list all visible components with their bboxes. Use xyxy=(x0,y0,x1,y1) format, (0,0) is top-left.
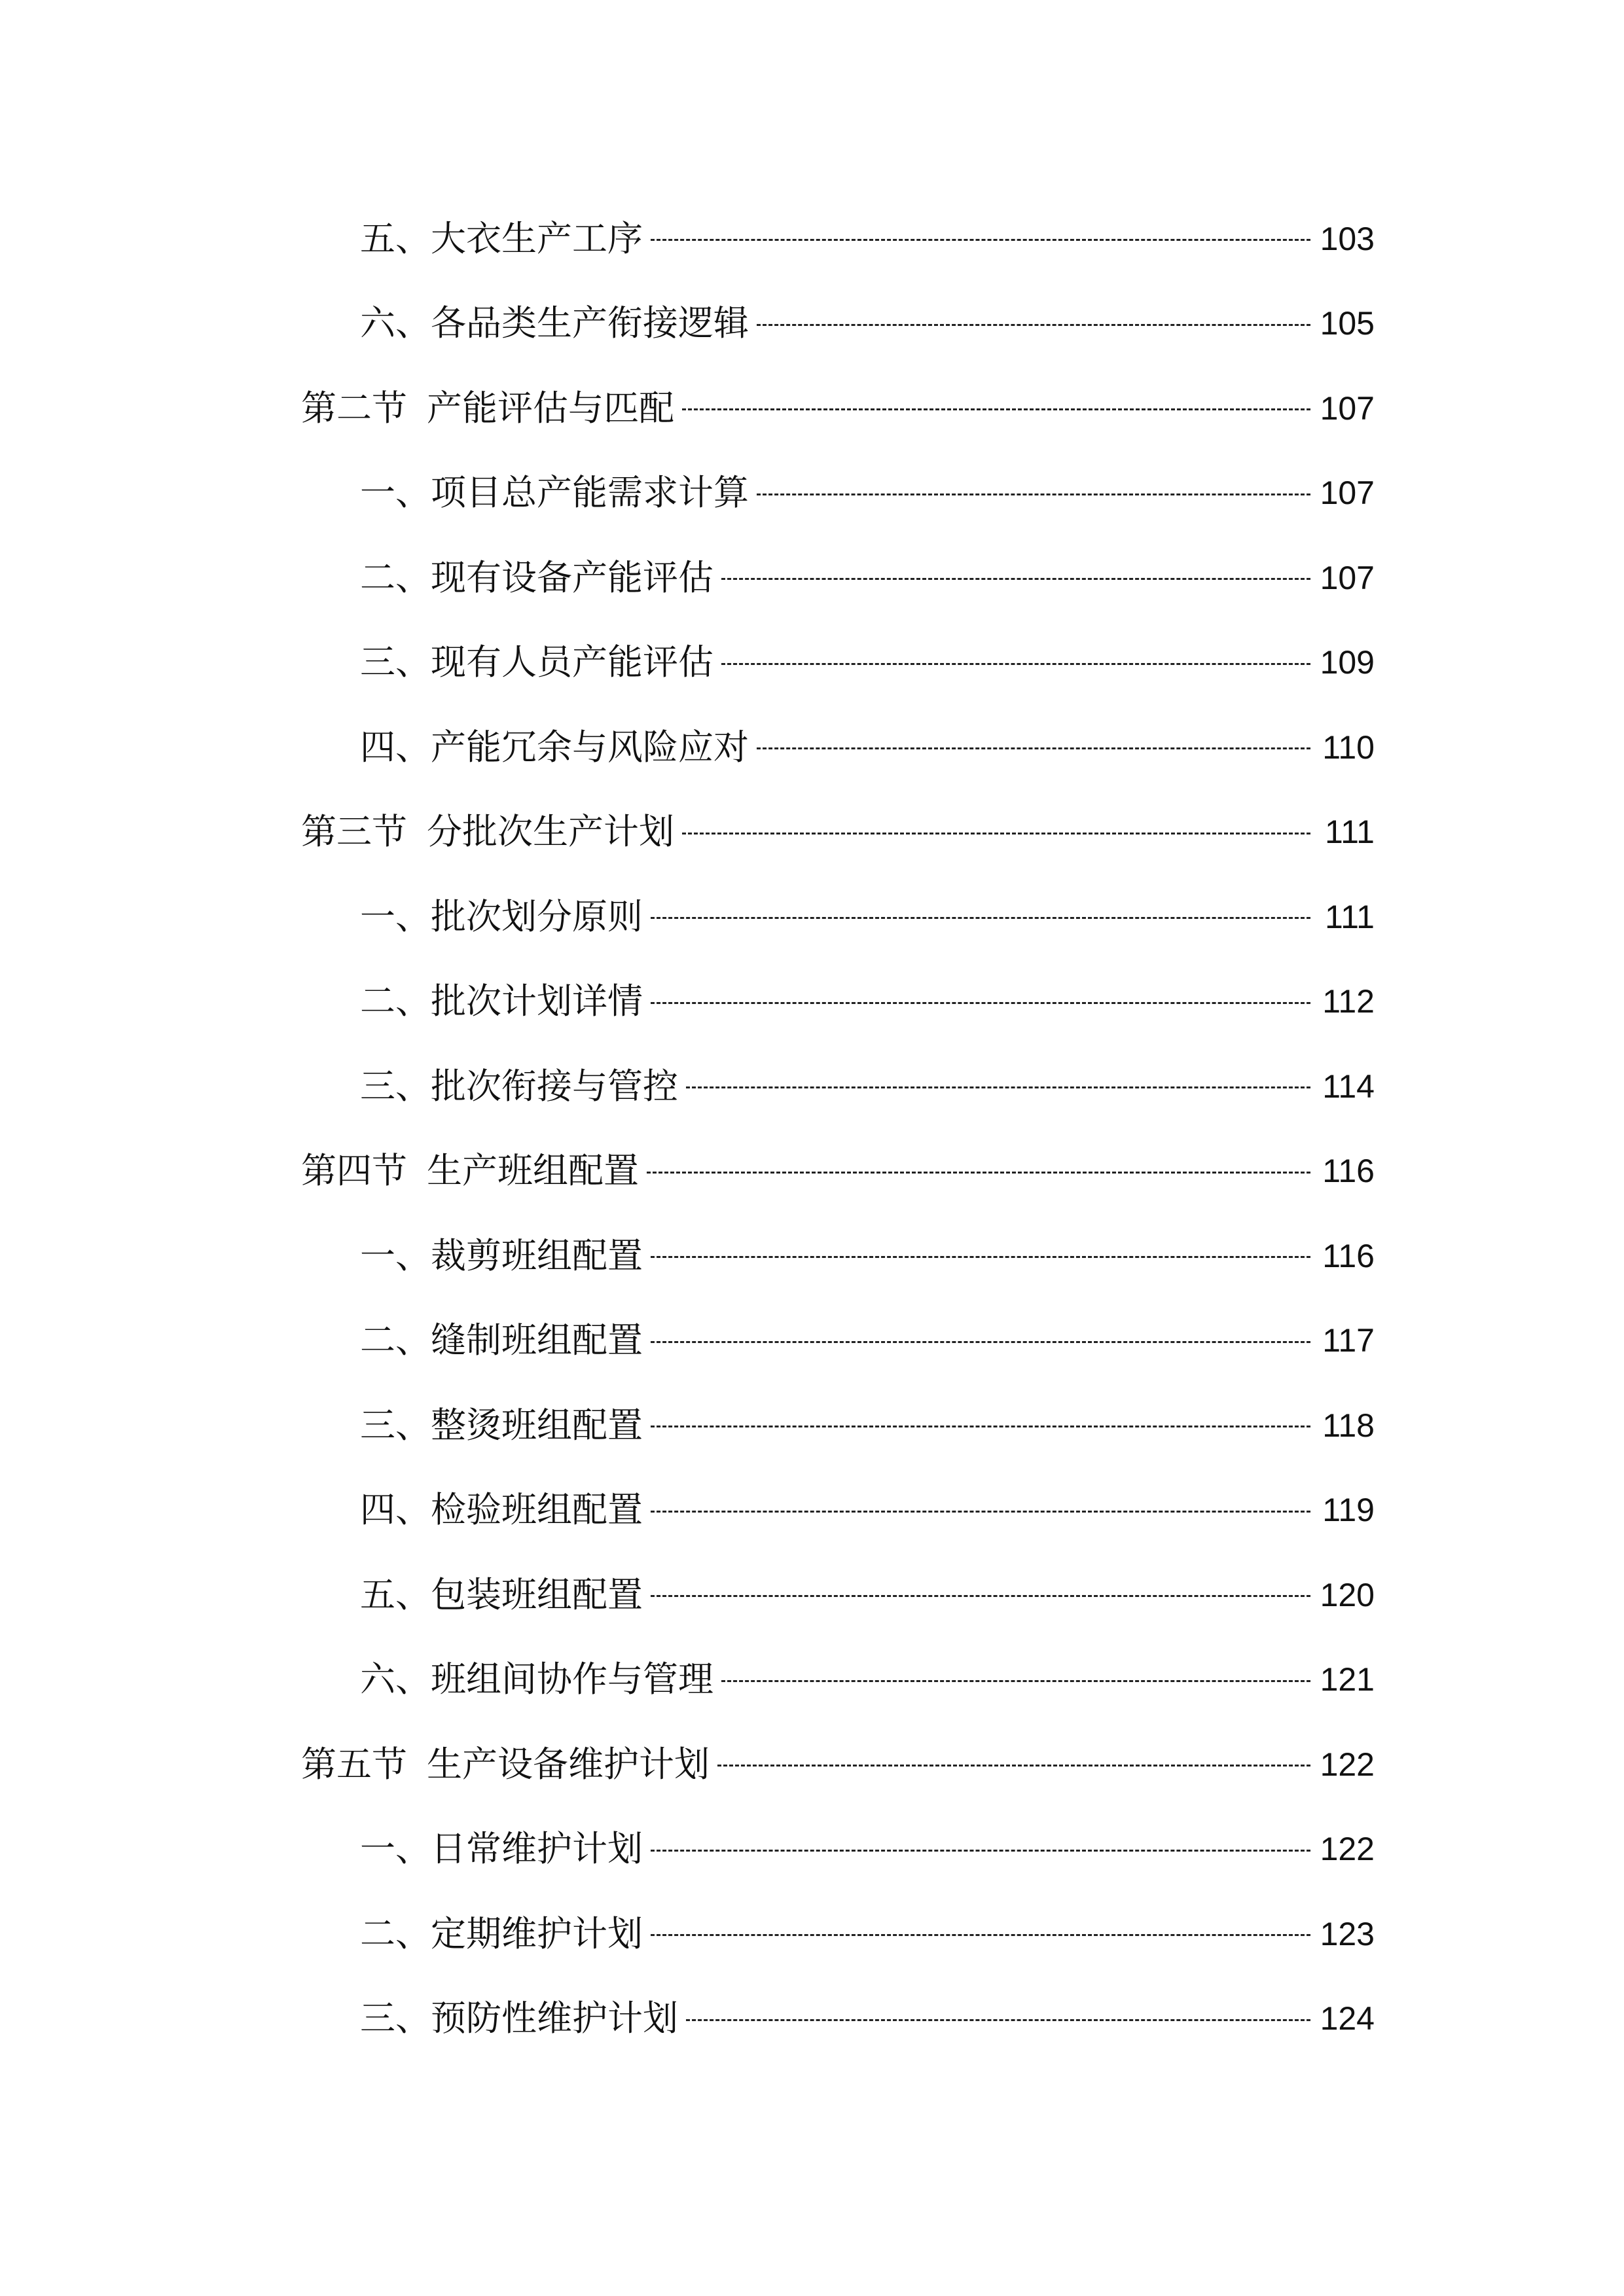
toc-entry-page: 123 xyxy=(1320,1915,1375,1952)
toc-entry-title: 现有人员产能评估 xyxy=(431,641,713,683)
toc-entry-page: 114 xyxy=(1322,1067,1375,1105)
dot-leader xyxy=(757,493,1310,495)
toc-entry-prefix: 四、 xyxy=(360,726,431,768)
dot-leader xyxy=(651,1002,1310,1004)
toc-entry-title: 项目总产能需求计算 xyxy=(431,472,749,514)
toc-section-entry[interactable] xyxy=(301,366,1375,451)
toc-entry-title: 日常维护计划 xyxy=(431,1828,643,1870)
dot-leader xyxy=(721,663,1310,665)
toc-entry-title: 定期维护计划 xyxy=(431,1912,643,1954)
toc-entry-page: 107 xyxy=(1320,475,1375,512)
toc-entry[interactable] xyxy=(301,1892,1375,1977)
toc-entry[interactable] xyxy=(301,196,1375,281)
toc-entry-prefix: 五、 xyxy=(360,217,431,259)
toc-section-prefix: 第四节 xyxy=(301,1150,407,1192)
toc-entry[interactable] xyxy=(301,1213,1375,1299)
dot-leader xyxy=(647,1172,1310,1174)
toc-entry-page: 120 xyxy=(1320,1576,1375,1613)
toc-entry[interactable] xyxy=(301,1044,1375,1129)
toc-entry-page: 116 xyxy=(1322,1153,1375,1190)
dot-leader xyxy=(721,578,1310,580)
toc-entry-title: 批次计划详情 xyxy=(431,980,643,1022)
toc-entry-page: 118 xyxy=(1322,1407,1375,1444)
dot-leader xyxy=(651,1595,1310,1597)
toc-entry-page: 117 xyxy=(1322,1322,1375,1359)
toc-entry-page: 119 xyxy=(1322,1492,1375,1529)
toc-entry-page: 112 xyxy=(1322,983,1375,1020)
toc-entry-title: 缝制班组配置 xyxy=(431,1319,643,1361)
dot-leader xyxy=(651,1934,1310,1936)
table-of-contents xyxy=(301,196,1375,2061)
toc-section-title: 分批次生产计划 xyxy=(427,811,674,853)
toc-entry-page: 122 xyxy=(1320,1746,1375,1783)
toc-entry-prefix: 三、 xyxy=(360,1065,431,1107)
dot-leader xyxy=(651,1341,1310,1343)
toc-entry-title: 包装班组配置 xyxy=(431,1573,643,1615)
toc-entry[interactable] xyxy=(301,1638,1375,1723)
toc-entry-prefix: 一、 xyxy=(360,895,431,937)
toc-entry-prefix: 二、 xyxy=(360,1912,431,1954)
toc-entry-title: 产能冗余与风险应对 xyxy=(431,726,749,768)
toc-section-prefix: 第三节 xyxy=(301,811,407,853)
toc-section-prefix: 第二节 xyxy=(301,387,407,429)
toc-entry-page: 109 xyxy=(1320,644,1375,681)
toc-entry-prefix: 六、 xyxy=(360,1659,431,1700)
toc-section-entry[interactable] xyxy=(301,790,1375,875)
toc-entry[interactable] xyxy=(301,874,1375,960)
dot-leader xyxy=(686,1086,1310,1088)
toc-entry-page: 110 xyxy=(1322,728,1375,766)
toc-entry-title: 班组间协作与管理 xyxy=(431,1659,713,1700)
toc-entry-prefix: 二、 xyxy=(360,980,431,1022)
dot-leader xyxy=(757,747,1310,749)
toc-entry[interactable] xyxy=(301,1468,1375,1553)
toc-entry-page: 122 xyxy=(1320,1831,1375,1868)
toc-entry[interactable] xyxy=(301,535,1375,620)
toc-entry-prefix: 三、 xyxy=(360,641,431,683)
toc-entry-page: 103 xyxy=(1320,220,1375,257)
toc-entry-title: 各品类生产衔接逻辑 xyxy=(431,302,749,344)
dot-leader xyxy=(682,408,1310,410)
toc-entry-page: 105 xyxy=(1320,305,1375,342)
dot-leader xyxy=(721,1680,1310,1682)
toc-entry-title: 批次衔接与管控 xyxy=(431,1065,678,1107)
dot-leader xyxy=(686,2019,1310,2021)
toc-entry-prefix: 三、 xyxy=(360,1404,431,1446)
toc-entry-title: 预防性维护计划 xyxy=(431,1998,678,2039)
toc-entry-prefix: 三、 xyxy=(360,1998,431,2039)
toc-entry[interactable] xyxy=(301,1383,1375,1468)
toc-entry-title: 大衣生产工序 xyxy=(431,217,643,259)
toc-entry-prefix: 四、 xyxy=(360,1489,431,1531)
toc-section-title: 生产班组配置 xyxy=(427,1150,639,1192)
toc-section-entry[interactable] xyxy=(301,1722,1375,1807)
toc-entry-prefix: 一、 xyxy=(360,1234,431,1276)
dot-leader xyxy=(682,833,1310,834)
toc-entry-page: 116 xyxy=(1322,1237,1375,1274)
dot-leader xyxy=(651,1256,1310,1258)
toc-entry-title: 整烫班组配置 xyxy=(431,1404,643,1446)
dot-leader xyxy=(651,1426,1310,1427)
toc-section-title: 生产设备维护计划 xyxy=(427,1743,710,1785)
toc-entry-page: 111 xyxy=(1324,898,1375,935)
toc-entry-page: 124 xyxy=(1320,2000,1375,2037)
toc-entry-title: 批次划分原则 xyxy=(431,895,643,937)
toc-section-entry[interactable] xyxy=(301,1129,1375,1214)
toc-section-prefix: 第五节 xyxy=(301,1743,407,1785)
toc-entry[interactable] xyxy=(301,1299,1375,1384)
dot-leader xyxy=(651,1511,1310,1513)
toc-entry-title: 检验班组配置 xyxy=(431,1489,643,1531)
toc-entry-title: 裁剪班组配置 xyxy=(431,1234,643,1276)
toc-entry-page: 107 xyxy=(1320,389,1375,427)
toc-entry[interactable] xyxy=(301,620,1375,706)
toc-entry-page: 111 xyxy=(1324,814,1375,851)
toc-entry-prefix: 二、 xyxy=(360,556,431,598)
toc-section-title: 产能评估与匹配 xyxy=(427,387,674,429)
dot-leader xyxy=(651,239,1310,241)
dot-leader xyxy=(717,1765,1310,1767)
toc-entry-prefix: 一、 xyxy=(360,1828,431,1870)
toc-entry-prefix: 六、 xyxy=(360,302,431,344)
toc-entry[interactable] xyxy=(301,1977,1375,2062)
toc-entry[interactable] xyxy=(301,1552,1375,1638)
toc-entry[interactable] xyxy=(301,1807,1375,1892)
toc-entry-prefix: 二、 xyxy=(360,1319,431,1361)
toc-entry-title: 现有设备产能评估 xyxy=(431,556,713,598)
dot-leader xyxy=(651,917,1310,919)
toc-entry-page: 107 xyxy=(1320,559,1375,596)
toc-entry-prefix: 五、 xyxy=(360,1573,431,1615)
dot-leader xyxy=(757,324,1310,326)
toc-entry[interactable] xyxy=(301,960,1375,1045)
toc-entry[interactable] xyxy=(301,451,1375,536)
toc-entry[interactable] xyxy=(301,281,1375,367)
dot-leader xyxy=(651,1850,1310,1852)
toc-entry-page: 121 xyxy=(1320,1661,1375,1698)
toc-entry-prefix: 一、 xyxy=(360,472,431,514)
toc-entry[interactable] xyxy=(301,705,1375,790)
